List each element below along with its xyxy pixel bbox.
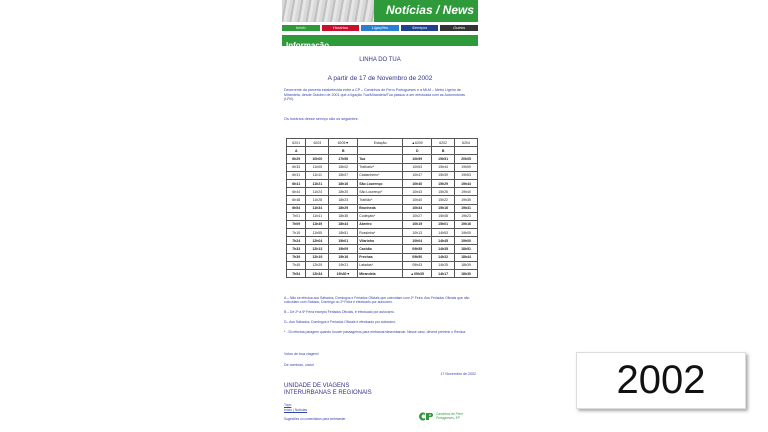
table-row	[287, 155, 478, 163]
time-cell: 15h22	[432, 196, 455, 204]
station-cell: Vilarinho	[358, 237, 403, 245]
time-cell: 14h17	[432, 270, 455, 278]
section-header	[282, 35, 478, 50]
time-cell: 19h30▼	[329, 270, 358, 278]
station-cell: Abreiro	[358, 220, 403, 228]
time-cell: 18h29	[329, 204, 358, 212]
time-cell: 19h09	[455, 229, 478, 237]
col-6203: 6203	[306, 139, 329, 147]
time-cell: 15h08	[432, 212, 455, 220]
document-page	[282, 0, 478, 432]
table-row	[287, 204, 478, 212]
tab-outros[interactable]: Outros	[440, 25, 478, 31]
time-cell: 15h25	[432, 188, 455, 196]
time-cell: 6h54	[287, 204, 306, 212]
station-cell: Cachão	[358, 245, 403, 253]
station-cell: Rossinha*	[358, 229, 403, 237]
station-cell: Frechas	[358, 253, 403, 261]
time-cell: 7h54	[287, 270, 306, 278]
table-row	[287, 163, 478, 171]
table-row	[287, 212, 478, 220]
unit-line-1: UNIDADE DE VIAGENS	[284, 383, 350, 389]
time-cell: 7h01	[287, 212, 306, 220]
col-station: Estação	[358, 139, 403, 147]
col-6201: 6201	[287, 139, 306, 147]
time-cell: 7h33	[287, 245, 306, 253]
timetable	[286, 138, 478, 278]
time-cell: 15h16	[432, 204, 455, 212]
station-cell: São Lourenço*	[358, 188, 403, 196]
time-cell: 6h41	[287, 179, 306, 187]
letter-cell	[455, 147, 478, 155]
hours-intro: Os horários desse serviço são os seguintes:	[284, 117, 359, 121]
table-row	[287, 253, 478, 261]
table-row	[287, 220, 478, 228]
time-cell: ▲09h35	[403, 270, 432, 278]
time-cell: 12h34	[306, 270, 329, 278]
time-cell: 10h04	[403, 237, 432, 245]
time-cell: 18h20	[329, 188, 358, 196]
time-cell: 12h19	[306, 253, 329, 261]
time-cell: 6h31	[287, 171, 306, 179]
time-cell: 6h44	[287, 188, 306, 196]
time-cell: 19h59	[455, 163, 478, 171]
time-cell: 19h21	[329, 261, 358, 269]
time-cell: 14h45	[432, 237, 455, 245]
time-cell: 18h23	[329, 196, 358, 204]
letter-cell: A	[287, 147, 306, 155]
time-cell: 7h24	[287, 237, 306, 245]
closing-text: Votos de boa viagem!	[284, 352, 319, 356]
time-cell: 11h28	[306, 196, 329, 204]
time-cell: 15h51	[432, 155, 455, 163]
time-cell: 11h55	[306, 229, 329, 237]
doc-title: LINHA DO TUA	[359, 57, 401, 63]
nav-tabs	[282, 25, 478, 31]
tab-inicio[interactable]: Início	[282, 25, 320, 31]
unit-line-2: INTERURBANAS E REGIONAIS	[284, 390, 372, 396]
table-row	[287, 196, 478, 204]
time-cell: 18h44	[455, 253, 478, 261]
time-cell: 19h00	[455, 237, 478, 245]
station-cell: Tua	[358, 155, 403, 163]
letter-cell	[358, 147, 403, 155]
time-cell: 15h39	[432, 171, 455, 179]
time-cell: 14h35	[432, 245, 455, 253]
time-cell: 6h33	[287, 163, 306, 171]
time-cell: 10h00	[306, 155, 329, 163]
date-line: A partir de 17 de Novembro de 2002	[327, 75, 433, 82]
table-row	[287, 270, 478, 278]
time-cell: 19h44	[455, 179, 478, 187]
note-a: A – Não se efectua aos Sábados, Domingos e Feriados Oficiais que coincidam com 2ª Feira. Aos Feriados Oficiais que não coincidam com Sábado, Domingo ou 2ª Feira é efectuado por autocarro.	[284, 296, 470, 305]
time-cell: 19h09	[329, 245, 358, 253]
time-cell: 19h40	[455, 188, 478, 196]
time-cell: 11h21	[306, 179, 329, 187]
time-cell: 18h02	[329, 163, 358, 171]
time-cell: 11h49	[306, 220, 329, 228]
time-cell: 19h16	[329, 253, 358, 261]
time-cell: 15h29	[432, 179, 455, 187]
station-cell: Mirandela	[358, 270, 403, 278]
note-b: B – De 2ª a 6ª Feira excepto Feriados Oficiais, é efectuado por autocarro.	[284, 310, 395, 314]
time-cell: 20h05	[455, 155, 478, 163]
top-link[interactable]: Topo	[284, 403, 292, 407]
table-row	[287, 188, 478, 196]
time-cell: 18h07	[329, 171, 358, 179]
col-6204: 6204	[455, 139, 478, 147]
station-cell: São Lourenço	[358, 179, 403, 187]
table-letter-row	[287, 147, 478, 155]
time-cell: 18h51	[455, 245, 478, 253]
col-6202: 6202	[432, 139, 455, 147]
letter-cell: D	[403, 147, 432, 155]
time-cell: 09h50	[403, 253, 432, 261]
station-cell: Castanheiro*	[358, 171, 403, 179]
time-cell: 10h53	[403, 163, 432, 171]
tab-ligacoes[interactable]: Ligações	[361, 25, 399, 31]
time-cell: 15h01	[432, 220, 455, 228]
time-cell: 19h53	[455, 171, 478, 179]
time-cell: 12h25	[306, 261, 329, 269]
col-6200: ▲6200	[403, 139, 432, 147]
time-cell: 17h56	[329, 155, 358, 163]
intro-text: Decorrente da parceria estabelecida entre a CP – Caminhos de Ferro Portugueses e a MLM – Metro Ligeiro de Mirandela, desde Outubro de 2001 que a ligação Tua/Mirandela/Tua passou a ser efectuada com as Automotoras (LRV).	[284, 88, 465, 102]
station-cell: Tralhariz*	[358, 163, 403, 171]
time-cell: 7h15	[287, 229, 306, 237]
time-cell: 7h39	[287, 253, 306, 261]
time-cell: 19h31	[455, 204, 478, 212]
station-cell: Latadas*	[358, 261, 403, 269]
table-row	[287, 245, 478, 253]
footer-note: Sugestões ou comentários para webmaster	[284, 417, 346, 421]
time-cell: 18h44	[329, 220, 358, 228]
table-row	[287, 229, 478, 237]
time-cell: 10h47	[403, 171, 432, 179]
time-cell: 11h34	[306, 204, 329, 212]
contact-text: De comboio, claro!	[284, 363, 314, 367]
letter-cell	[306, 147, 329, 155]
time-cell: 10h40	[403, 196, 432, 204]
logo-text-2: Portugueses, EP	[436, 416, 460, 420]
time-cell: 10h19	[403, 220, 432, 228]
time-cell: 10h59	[403, 155, 432, 163]
signed-date: 17 Novembro de 2002	[440, 372, 476, 376]
time-cell: 11h05	[306, 163, 329, 171]
time-cell: 14h32	[432, 253, 455, 261]
time-cell: 19h16	[455, 220, 478, 228]
time-cell: 10h34	[403, 204, 432, 212]
time-cell: 14h25	[432, 261, 455, 269]
time-cell: 18h51	[329, 229, 358, 237]
time-cell: 10h40	[403, 179, 432, 187]
note-d: D– Aos Sábados, Domingos e Feriados Oficiais é efectuado por autocarro.	[284, 320, 397, 324]
time-cell: 19h23	[455, 212, 478, 220]
logo-text-1: Caminhos de Ferro	[436, 412, 464, 416]
letter-cell: B	[329, 147, 358, 155]
time-cell: 14h53	[432, 229, 455, 237]
time-cell: 6h48	[287, 196, 306, 204]
time-cell: 12h13	[306, 245, 329, 253]
time-cell: 11h11	[306, 171, 329, 179]
table-header-row	[287, 139, 478, 147]
station-cell: Brunheda	[358, 204, 403, 212]
time-cell: 09h43	[403, 261, 432, 269]
section-title: Informação	[286, 41, 330, 50]
station-cell: Tralhão*	[358, 196, 403, 204]
time-cell: 11h41	[306, 212, 329, 220]
time-cell: 09h55	[403, 245, 432, 253]
note-star: * - Só efectua paragem quando houver passageiros para embarcar/desembarcar. Nesse caso, deverá prevenir o Revisor.	[284, 330, 467, 334]
time-cell: 18h16	[329, 179, 358, 187]
news-banner	[282, 0, 478, 22]
newspaper-image	[282, 0, 374, 22]
time-cell: 10h43	[403, 188, 432, 196]
time-cell: 19h35	[455, 196, 478, 204]
letter-cell: B	[432, 147, 455, 155]
table-row	[287, 179, 478, 187]
tab-servicos[interactable]: Serviços	[401, 25, 439, 31]
time-cell: 18h39	[455, 261, 478, 269]
time-cell: 18h36	[329, 212, 358, 220]
tab-horarios[interactable]: Horários	[322, 25, 360, 31]
time-cell: 18h30	[455, 270, 478, 278]
home-news-link[interactable]: Início | Notícias	[284, 408, 308, 412]
table-row	[287, 261, 478, 269]
banner-title: Notícias / News	[385, 3, 474, 17]
time-cell: 7h09	[287, 220, 306, 228]
col-6205: 6205▼	[329, 139, 358, 147]
year-label: 2002	[576, 352, 746, 409]
cp-logo-icon	[418, 412, 434, 421]
time-cell: 12h04	[306, 237, 329, 245]
table-row	[287, 171, 478, 179]
time-cell: 6h29	[287, 155, 306, 163]
time-cell: 10h13	[403, 229, 432, 237]
time-cell: 15h44	[432, 163, 455, 171]
time-cell: 7h45	[287, 261, 306, 269]
time-cell: 11h24	[306, 188, 329, 196]
table-row	[287, 237, 478, 245]
time-cell: 19h01	[329, 237, 358, 245]
station-cell: Codeçais*	[358, 212, 403, 220]
time-cell: 10h27	[403, 212, 432, 220]
